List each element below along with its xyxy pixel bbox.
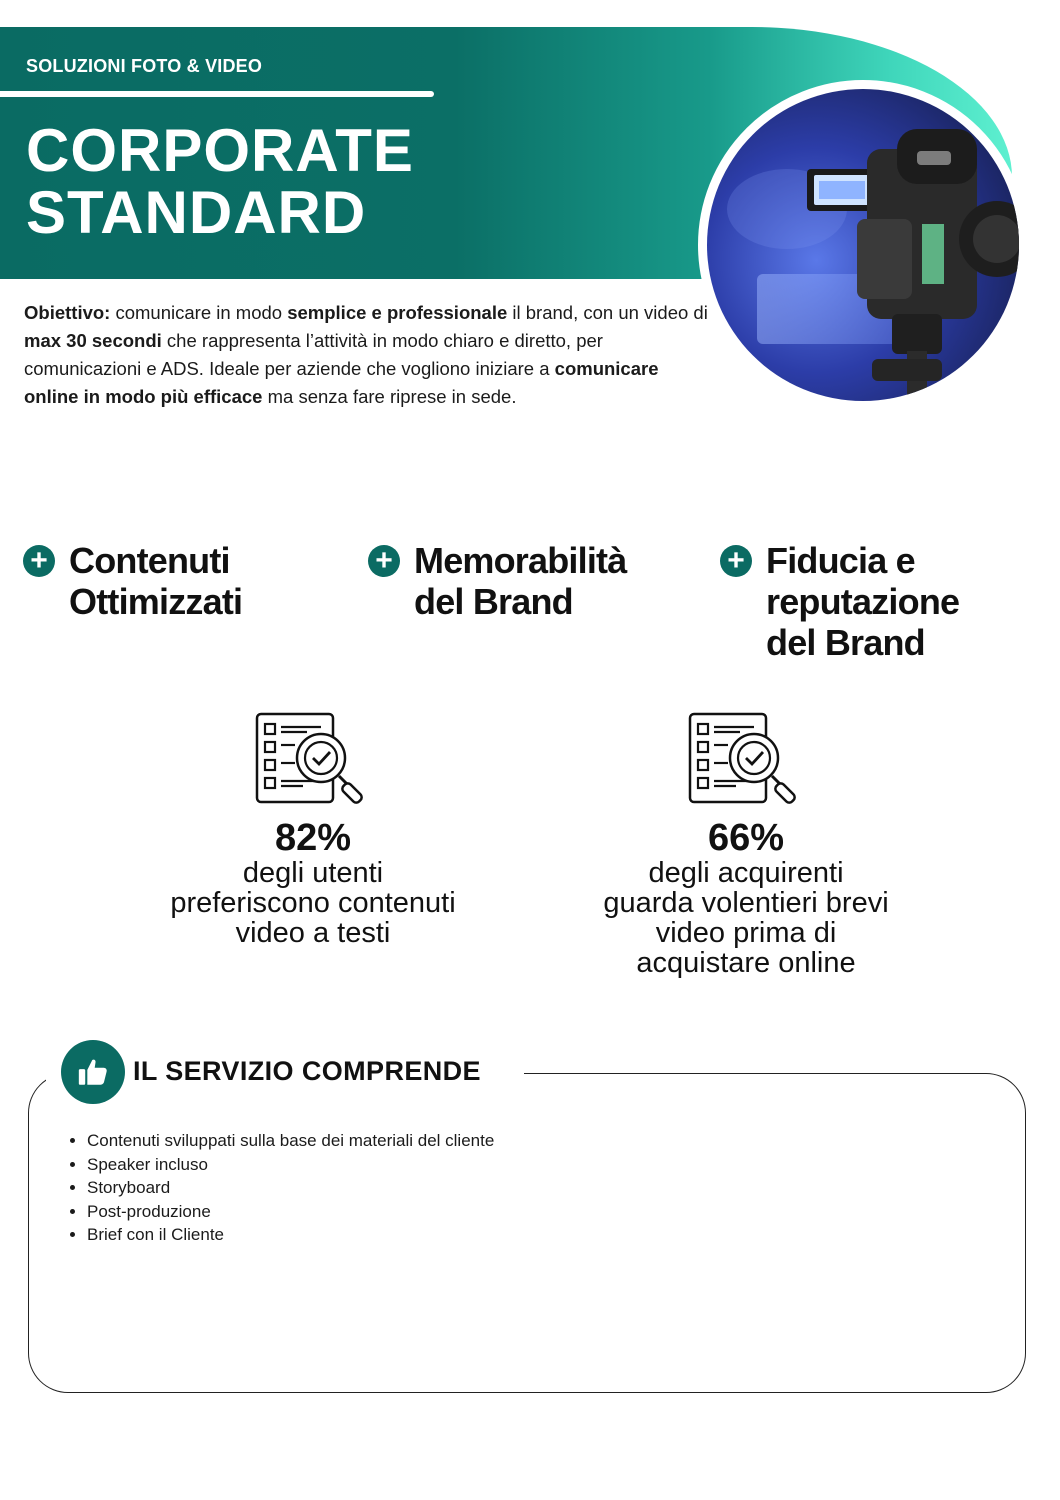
intro-text-4: ma senza fare riprese in sede. <box>262 386 517 407</box>
benefit-item <box>23 540 242 622</box>
title-line-2: STANDARD <box>26 179 367 246</box>
plus-icon: + <box>720 545 752 577</box>
checklist-search-icon <box>688 712 804 806</box>
thumbs-up-badge <box>61 1040 125 1104</box>
stat-value: 66% <box>707 817 785 859</box>
service-list <box>66 1129 547 1247</box>
objective-label: Obiettivo: <box>24 302 111 323</box>
stat-description: degli acquirenti guarda volentieri brevi video prima di acquistare online <box>603 857 889 979</box>
intro-bold-3: comunicare online in modo più efficace <box>24 358 659 407</box>
list-item: • Post-produzione <box>87 1200 547 1224</box>
benefit-title: Contenuti Ottimizzati <box>69 540 243 622</box>
stat-block <box>546 712 946 978</box>
thumbs-up-icon <box>76 1055 110 1089</box>
plus-icon: + <box>368 545 400 577</box>
benefit-title: Memorabilità del Brand <box>414 540 627 622</box>
intro-text-2: il brand, con un video di <box>507 302 708 323</box>
camera-illustration <box>707 89 1019 401</box>
stat-description: degli utenti preferiscono contenuti video a testi <box>170 857 456 949</box>
objective-paragraph <box>24 299 714 411</box>
intro-text-1: comunicare in modo <box>110 302 288 323</box>
service-title: IL SERVIZIO COMPRENDE <box>133 1056 481 1086</box>
list-item: • Speaker incluso <box>87 1153 547 1177</box>
title-line-1: CORPORATE <box>26 117 414 184</box>
kicker-divider <box>0 91 434 97</box>
list-item: • Storyboard <box>87 1176 547 1200</box>
page-title <box>26 117 414 246</box>
list-item: • Contenuti sviluppati sulla base dei materiali del cliente <box>87 1129 547 1153</box>
benefit-item <box>720 540 959 663</box>
stat-block <box>113 712 513 948</box>
category-kicker: SOLUZIONI FOTO & VIDEO <box>26 56 263 76</box>
intro-bold-1: semplice e professionale <box>287 302 508 323</box>
plus-icon: + <box>23 545 55 577</box>
checklist-search-icon <box>255 712 371 806</box>
list-item: • Brief con il Cliente <box>87 1223 547 1247</box>
intro-text-3: che rappresenta l’attività in modo chiaro e diretto, per comunicazioni e ADS. Ideale per aziende che vogliono iniziare a <box>24 330 603 379</box>
stat-value: 82% <box>274 817 352 859</box>
benefit-title: Fiducia e reputazione del Brand <box>766 540 960 663</box>
intro-bold-2: max 30 secondi <box>24 330 162 351</box>
video-camera-photo <box>698 80 1028 410</box>
benefit-item <box>368 540 626 622</box>
